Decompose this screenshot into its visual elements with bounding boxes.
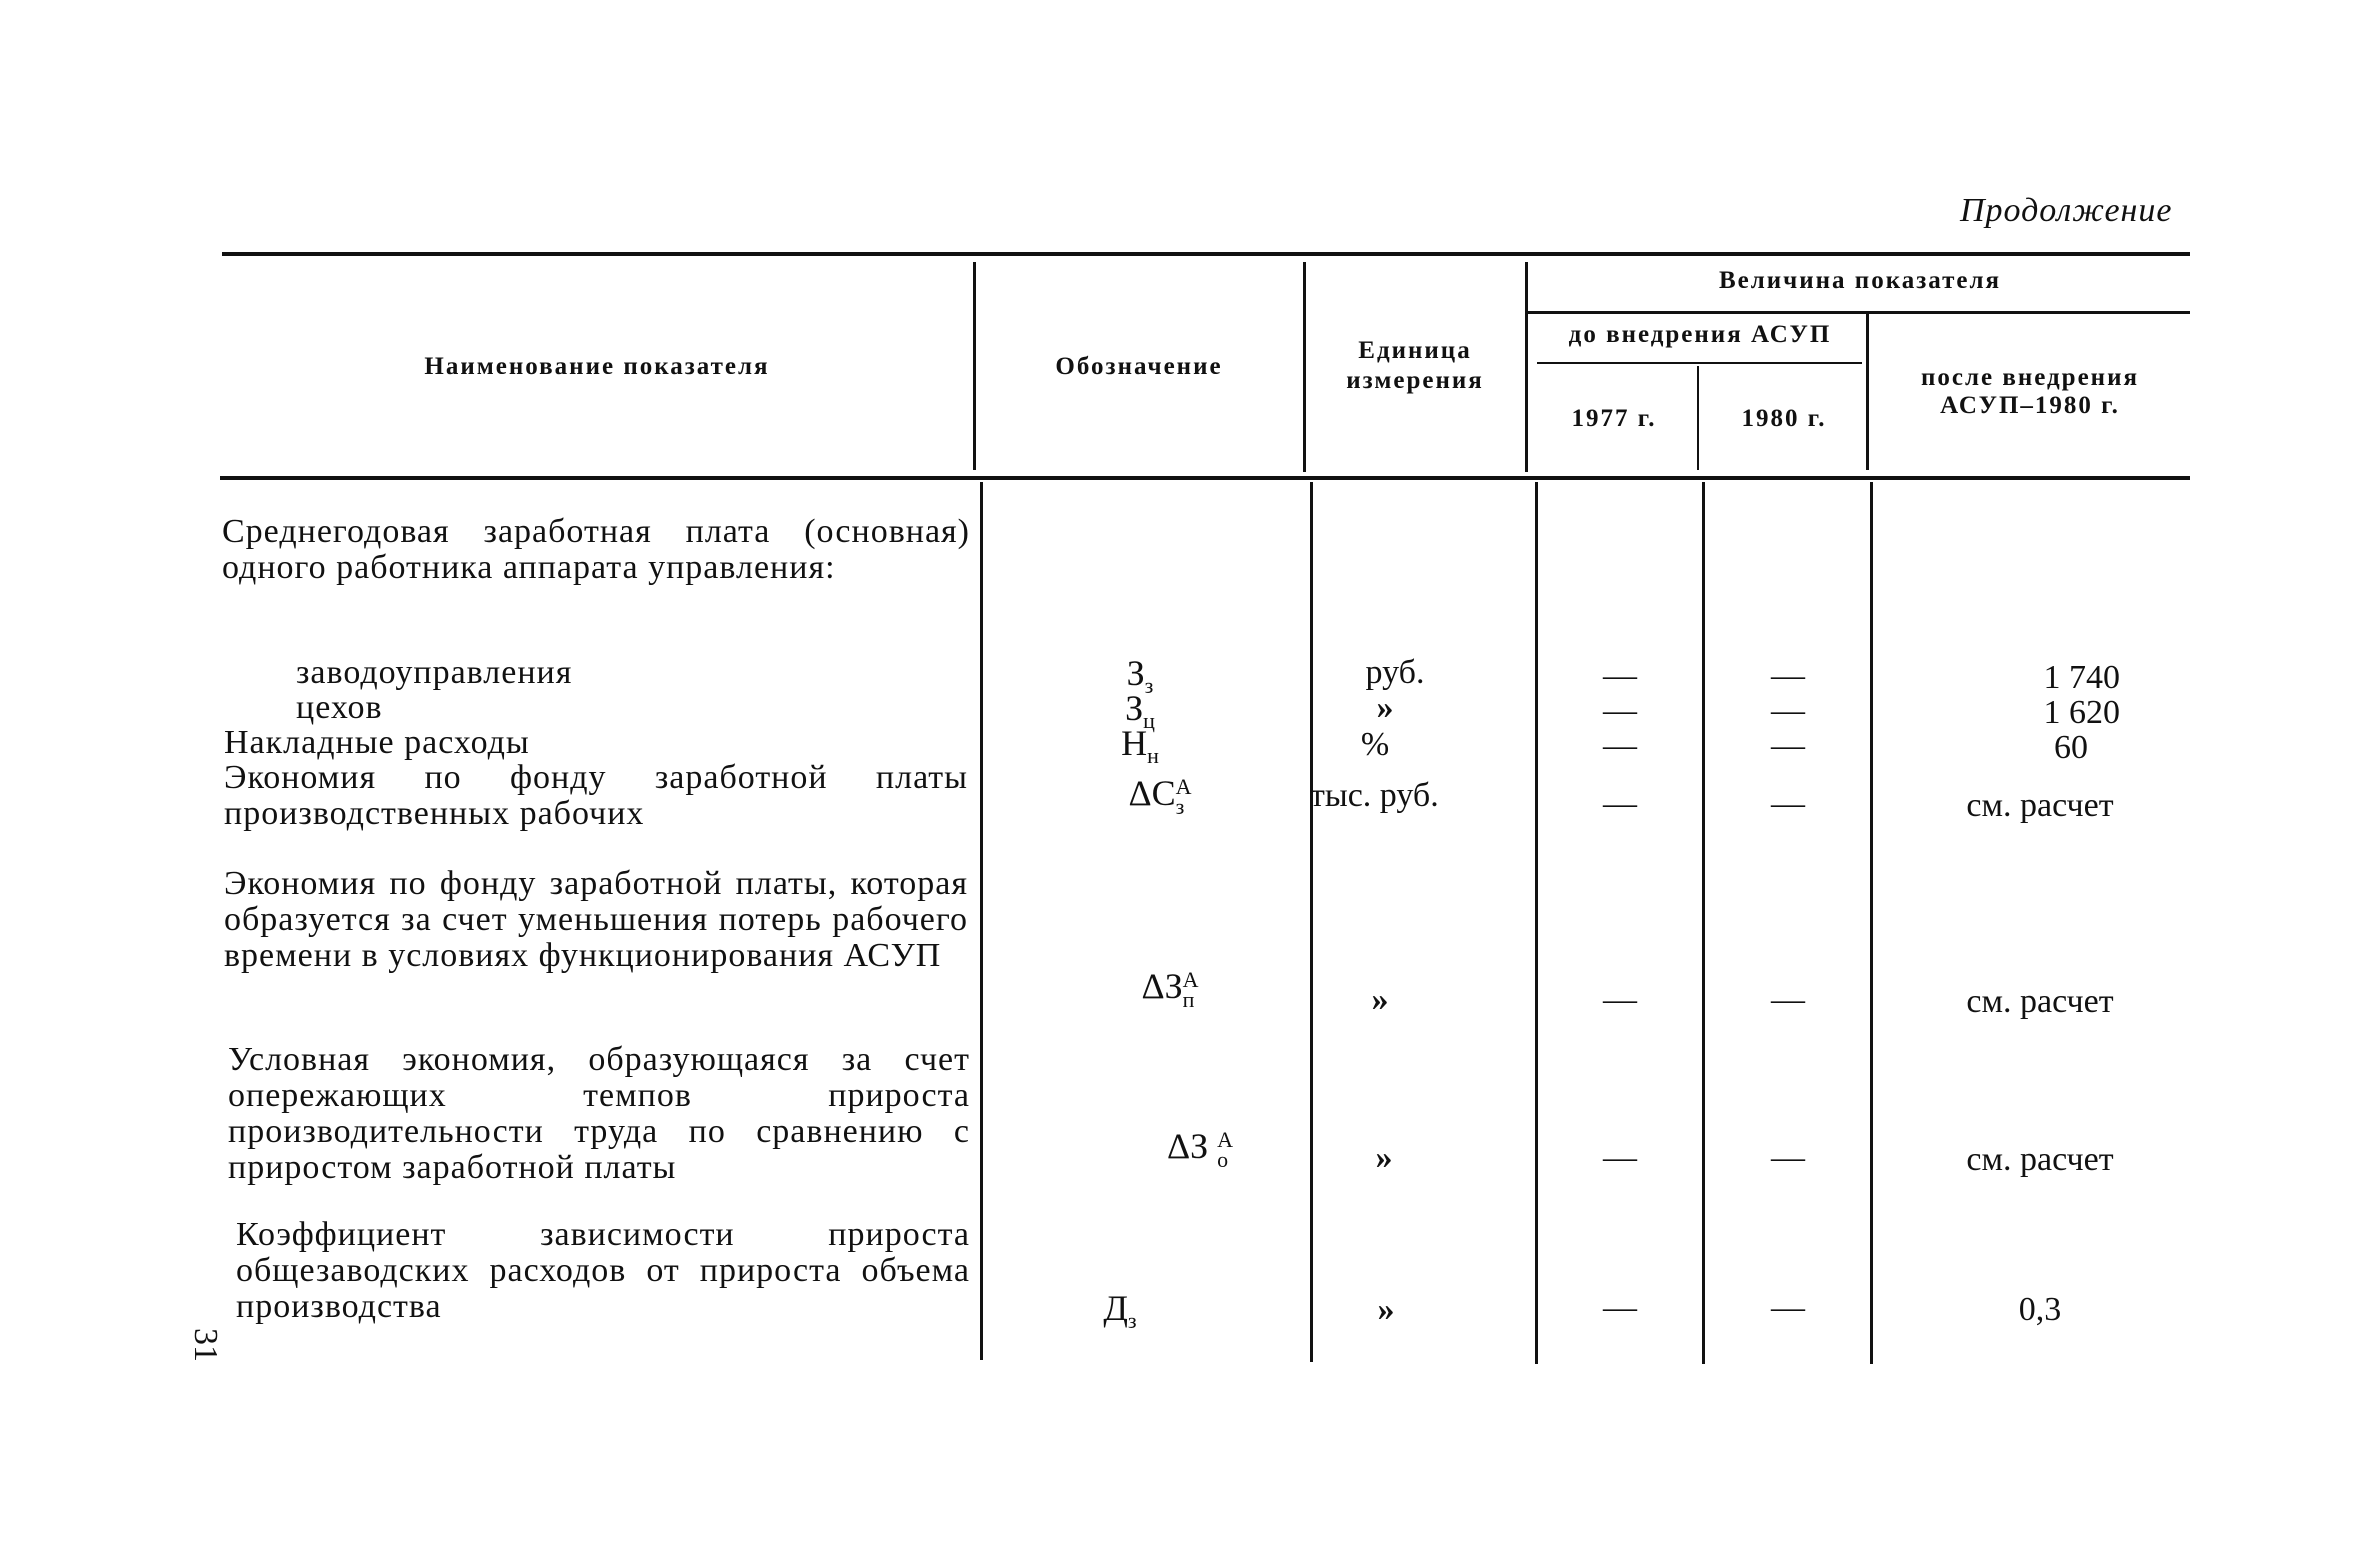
row-4-sym-script xyxy=(1175,773,1192,819)
header-unit-line1: Единица xyxy=(1358,337,1472,364)
row-5-sym-base: ΔЗ xyxy=(1141,966,1183,1006)
row-5-sym-sup: А xyxy=(1182,966,1199,992)
row-2-after: 1 620 xyxy=(2043,694,2120,731)
row-5-designation xyxy=(1100,968,1240,1010)
row-6-1980: — xyxy=(1771,1139,1805,1176)
row-6-sym-sup: А xyxy=(1217,1126,1234,1152)
row-1-1977: — xyxy=(1603,657,1637,694)
body-vline-2 xyxy=(1310,482,1313,1362)
continuation-label: Продолжение xyxy=(1960,192,2173,229)
page-number: 31 xyxy=(187,1328,224,1362)
body-vline-5 xyxy=(1870,482,1873,1364)
header-year-1977: 1977 г. xyxy=(1571,405,1657,432)
row-3-name: Накладные расходы xyxy=(224,724,530,761)
row-0-name: Среднегодовая заработная плата (основная) одного работника аппарата управления: xyxy=(222,513,970,586)
row-5-1980: — xyxy=(1771,981,1805,1018)
row-3-1980: — xyxy=(1771,727,1805,764)
header-after-line1: после внедрения xyxy=(1920,364,2140,391)
header-value-group: Величина показателя xyxy=(1718,267,2002,294)
value-group-rule xyxy=(1525,311,2190,314)
row-7-sym-sub: з xyxy=(1127,1308,1137,1334)
header-year-1980: 1980 г. xyxy=(1741,405,1827,432)
row-2-1980: — xyxy=(1771,692,1805,729)
header-after xyxy=(1870,364,2190,420)
row-1-1980: — xyxy=(1771,657,1805,694)
row-7-sym-base: Д xyxy=(1103,1288,1128,1328)
row-6-after: см. расчет xyxy=(1966,1141,2114,1178)
row-2-1977: — xyxy=(1603,692,1637,729)
header-name: Наименование показателя xyxy=(424,353,770,380)
body-vline-3 xyxy=(1535,482,1538,1364)
row-5-sym-sub: п xyxy=(1182,986,1195,1012)
row-3-sym-base: Н xyxy=(1121,723,1148,763)
body-vline-4 xyxy=(1702,482,1705,1364)
header-after-line2: АСУП–1980 г. xyxy=(1940,392,2120,419)
row-7-designation xyxy=(1060,1290,1180,1339)
row-6-1977: — xyxy=(1603,1139,1637,1176)
row-1-unit: руб. xyxy=(1365,654,1425,691)
row-6-name: Условная экономия, образующаяся за счет опережающих темпов прироста производительности труда по сравнению с приростом заработной платы xyxy=(228,1041,970,1186)
body-vline-1 xyxy=(980,482,983,1360)
row-3-designation xyxy=(1060,725,1220,774)
row-1-sym-sub: з xyxy=(1144,673,1154,699)
row-4-name: Экономия по фонду заработной платы производственных рабочих xyxy=(224,759,968,832)
row-3-sym-sub: н xyxy=(1147,743,1159,769)
row-1-after: 1 740 xyxy=(2043,659,2120,696)
row-6-sym-base: ΔЗ xyxy=(1166,1126,1209,1166)
row-2-sym-base: З xyxy=(1125,688,1144,728)
header-unit xyxy=(1306,336,1524,396)
header-designation: Обозначение xyxy=(1055,353,1223,380)
row-6-sym-script xyxy=(1217,1126,1234,1172)
table-top-rule xyxy=(222,252,2190,256)
row-1-name: заводоуправления xyxy=(296,654,573,691)
row-5-sym-script xyxy=(1182,966,1199,1012)
row-7-name: Коэффициент зависимости прироста общезаводских расходов от прироста объема производства xyxy=(236,1216,970,1325)
row-7-1977: — xyxy=(1603,1289,1637,1326)
row-4-after: см. расчет xyxy=(1966,787,2114,824)
row-3-1977: — xyxy=(1603,727,1637,764)
row-4-1977: — xyxy=(1603,785,1637,822)
row-4-sym-base: ΔС xyxy=(1128,773,1176,813)
row-5-unit: » xyxy=(1371,981,1389,1018)
row-5-name: Экономия по фонду заработной платы, которая образуется за счет уменьшения потерь рабочего времени в условиях функционирования АСУП xyxy=(224,865,968,974)
row-7-1980: — xyxy=(1771,1289,1805,1326)
row-2-sym-sub: ц xyxy=(1143,708,1155,734)
row-3-unit: % xyxy=(1360,726,1390,763)
row-4-sym-sub: з xyxy=(1175,793,1185,819)
row-4-sym-sup: А xyxy=(1175,773,1192,799)
row-6-unit: » xyxy=(1375,1139,1393,1176)
row-3-after: 60 xyxy=(2054,729,2088,766)
row-6-designation xyxy=(1140,1128,1260,1170)
header-before-group: до внедрения АСУП xyxy=(1568,321,1832,348)
header-bottom-rule xyxy=(220,476,2190,480)
header-unit-line2: измерения xyxy=(1346,367,1484,394)
row-4-designation xyxy=(1090,775,1230,817)
row-4-unit: тыс. руб. xyxy=(1310,777,1439,814)
row-7-after: 0,3 xyxy=(2018,1291,2062,1328)
row-4-1980: — xyxy=(1771,785,1805,822)
row-2-name: цехов xyxy=(296,689,383,726)
row-5-after: см. расчет xyxy=(1966,983,2114,1020)
row-6-sym-sub: о xyxy=(1217,1146,1229,1172)
before-group-rule xyxy=(1537,362,1862,364)
row-1-sym-base: З xyxy=(1126,653,1145,693)
row-5-1977: — xyxy=(1603,981,1637,1018)
row-2-unit: » xyxy=(1376,689,1394,726)
header-vline-3 xyxy=(1525,262,1528,472)
row-7-unit: » xyxy=(1377,1291,1395,1328)
